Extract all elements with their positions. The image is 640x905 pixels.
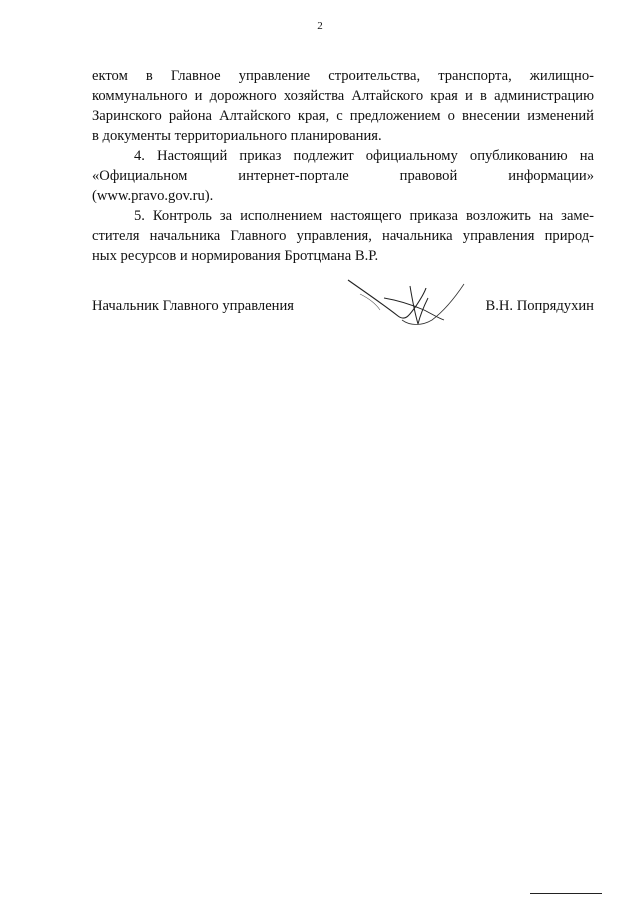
text-line: коммунального и дорожного хозяйства Алтайского края и в администрацию <box>92 88 594 104</box>
paragraph-item-5 <box>92 206 594 266</box>
paragraph-item-4 <box>92 146 594 206</box>
handwritten-signature <box>340 276 470 332</box>
document-body <box>92 66 594 266</box>
page-number: 2 <box>317 20 323 32</box>
signer-position: Начальник Главного управления <box>92 298 295 314</box>
text-line: Заринского района Алтайского края, с предложением о внесении изменений <box>92 108 594 124</box>
text-line: в документы территориального планирования. <box>92 128 382 144</box>
text-line: «Официальном интернет-портале правовой информации» <box>92 168 594 184</box>
text-line: 5. Контроль за исполнением настоящего приказа возложить на заме- <box>134 208 594 224</box>
footer-rule <box>530 893 602 894</box>
paragraph-continuation <box>92 66 594 146</box>
text-line: ных ресурсов и нормирования Бротцмана В.Р. <box>92 248 379 264</box>
text-line: (www.pravo.gov.ru). <box>92 188 214 204</box>
text-line: 4. Настоящий приказ подлежит официальному опубликованию на <box>134 148 594 164</box>
signer-name: В.Н. Попрядухин <box>485 298 594 314</box>
text-line: ектом в Главное управление строительства, транспорта, жилищно- <box>92 68 594 84</box>
signature-block <box>92 290 594 330</box>
text-line: стителя начальника Главного управления, начальника управления природ- <box>92 228 594 244</box>
